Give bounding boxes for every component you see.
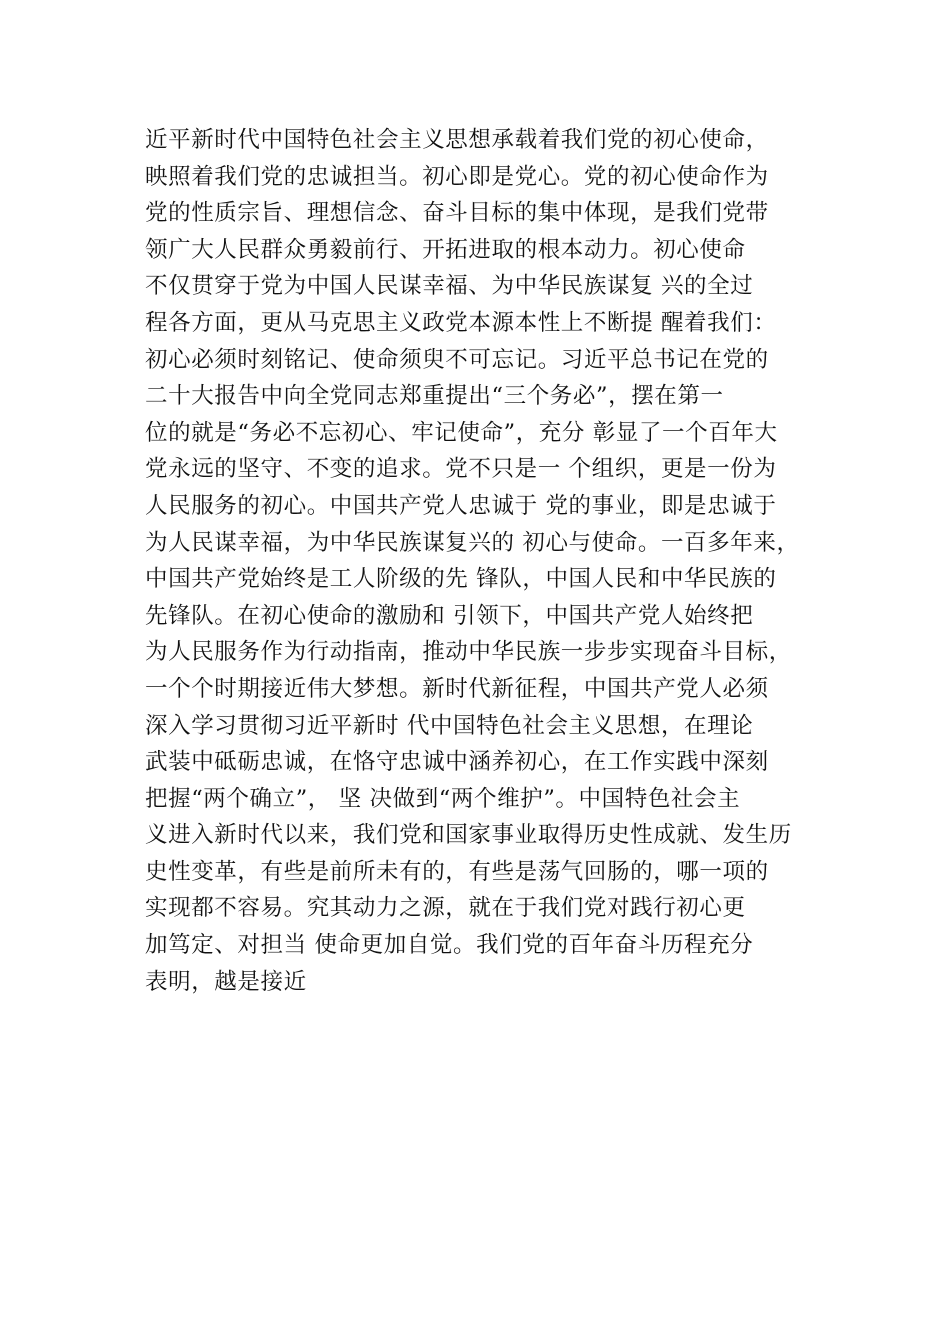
text-line: 党的性质宗旨、理想信念、奋斗目标的集中体现，是我们党带: [145, 200, 769, 227]
text-line: 初心必须时刻铭记、使命须臾不可忘记。习近平总书记在党的: [145, 346, 769, 373]
text-line: 实现都不容易。究其动力之源，就在于我们党对践行初心更: [145, 895, 746, 922]
text-line: 程各方面，更从马克思主义政党本源本性上不断提 醒着我们：: [145, 309, 777, 336]
text-line: 党永远的坚守、不变的追求。党不只是一 个组织，更是一份为: [145, 456, 777, 483]
text-line: 中国共产党始终是工人阶级的先 锋队，中国人民和中华民族的: [145, 566, 777, 593]
text-line: 深入学习贯彻习近平新时 代中国特色社会主义思想，在理论: [145, 712, 754, 739]
text-line: 表明，越是接近: [145, 968, 307, 995]
text-line: 义进入新时代以来，我们党和国家事业取得历史性成就、发生历: [145, 822, 792, 849]
text-line: 领广大人民群众勇毅前行、开拓进取的根本动力。初心使命: [145, 236, 746, 263]
text-line: 加笃定、对担当 使命更加自觉。我们党的百年奋斗历程充分: [145, 932, 754, 959]
text-line: 史性变革，有些是前所未有的，有些是荡气回肠的，哪一项的: [145, 858, 769, 885]
text-line: 为人民服务作为行动指南，推动中华民族一步步实现奋斗目标，: [145, 639, 792, 666]
text-line: 不仅贯穿于党为中国人民谋幸福、为中华民族谋复 兴的全过: [145, 273, 754, 300]
text-line: 映照着我们党的忠诚担当。初心即是党心。党的初心使命作为: [145, 163, 769, 190]
text-line: 把握“两个确立”， 坚 决做到“两个维护”。中国特色社会主: [145, 785, 741, 812]
text-line: 武装中砥砺忠诚，在恪守忠诚中涵养初心，在工作实践中深刻: [145, 749, 769, 776]
text-line: 近平新时代中国特色社会主义思想承载着我们党的初心使命，: [145, 127, 769, 153]
body-paragraph: [145, 122, 845, 1000]
text-line: 为人民谋幸福，为中华民族谋复兴的 初心与使命。一百多年来，: [145, 529, 800, 556]
text-line: 二十大报告中向全党同志郑重提出“三个务必”，摆在第一: [145, 383, 724, 410]
text-line: 人民服务的初心。中国共产党人忠诚于 党的事业，即是忠诚于: [145, 492, 777, 519]
text-line: 先锋队。在初心使命的激励和 引领下，中国共产党人始终把: [145, 602, 754, 629]
text-line: 一个个时期接近伟大梦想。新时代新征程，中国共产党人必须: [145, 675, 769, 702]
text-line: 位的就是“务必不忘初心、牢记使命”，充分 彰显了一个百年大: [145, 419, 778, 446]
